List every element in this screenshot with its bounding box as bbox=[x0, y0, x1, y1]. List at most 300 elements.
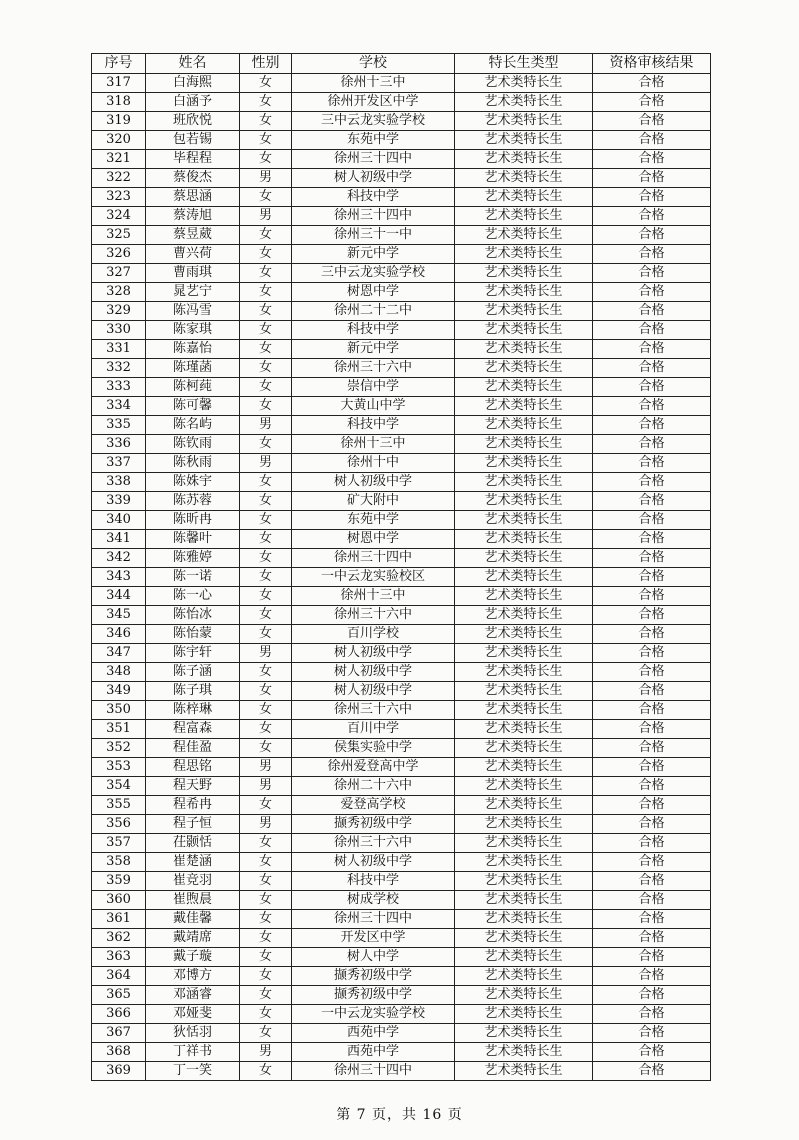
cell-school: 撷秀初级中学 bbox=[292, 967, 455, 986]
cell-review-result: 合格 bbox=[593, 1062, 711, 1081]
cell-gender: 女 bbox=[240, 397, 292, 416]
cell-gender: 男 bbox=[240, 1043, 292, 1062]
cell-gender: 女 bbox=[240, 245, 292, 264]
cell-review-result: 合格 bbox=[593, 169, 711, 188]
cell-specialty-type: 艺术类特长生 bbox=[455, 777, 593, 796]
cell-school: 树成学校 bbox=[292, 891, 455, 910]
cell-school: 侯集实验中学 bbox=[292, 739, 455, 758]
table-row bbox=[92, 530, 711, 549]
cell-gender: 女 bbox=[240, 359, 292, 378]
table-row bbox=[92, 74, 711, 93]
cell-name: 陈秋雨 bbox=[146, 454, 240, 473]
cell-review-result: 合格 bbox=[593, 321, 711, 340]
cell-name: 茌颢恬 bbox=[146, 834, 240, 853]
cell-review-result: 合格 bbox=[593, 112, 711, 131]
cell-school: 开发区中学 bbox=[292, 929, 455, 948]
cell-gender: 男 bbox=[240, 777, 292, 796]
cell-review-result: 合格 bbox=[593, 872, 711, 891]
table-row bbox=[92, 188, 711, 207]
cell-gender: 女 bbox=[240, 302, 292, 321]
cell-specialty-type: 艺术类特长生 bbox=[455, 796, 593, 815]
cell-review-result: 合格 bbox=[593, 378, 711, 397]
cell-index: 361 bbox=[92, 910, 146, 929]
cell-gender: 女 bbox=[240, 93, 292, 112]
cell-gender: 女 bbox=[240, 150, 292, 169]
cell-gender: 女 bbox=[240, 321, 292, 340]
cell-review-result: 合格 bbox=[593, 929, 711, 948]
cell-gender: 女 bbox=[240, 226, 292, 245]
cell-index: 334 bbox=[92, 397, 146, 416]
cell-specialty-type: 艺术类特长生 bbox=[455, 283, 593, 302]
cell-index: 364 bbox=[92, 967, 146, 986]
table-row bbox=[92, 359, 711, 378]
cell-review-result: 合格 bbox=[593, 701, 711, 720]
cell-specialty-type: 艺术类特长生 bbox=[455, 188, 593, 207]
cell-specialty-type: 艺术类特长生 bbox=[455, 302, 593, 321]
cell-name: 陈一诺 bbox=[146, 568, 240, 587]
cell-gender: 女 bbox=[240, 663, 292, 682]
cell-name: 陈钦雨 bbox=[146, 435, 240, 454]
cell-review-result: 合格 bbox=[593, 1005, 711, 1024]
cell-review-result: 合格 bbox=[593, 720, 711, 739]
table-row bbox=[92, 948, 711, 967]
cell-specialty-type: 艺术类特长生 bbox=[455, 1043, 593, 1062]
cell-gender: 女 bbox=[240, 796, 292, 815]
cell-name: 白涵予 bbox=[146, 93, 240, 112]
cell-gender: 女 bbox=[240, 131, 292, 150]
cell-index: 366 bbox=[92, 1005, 146, 1024]
table-row bbox=[92, 93, 711, 112]
cell-specialty-type: 艺术类特长生 bbox=[455, 340, 593, 359]
table-row bbox=[92, 435, 711, 454]
table-row bbox=[92, 112, 711, 131]
table-row bbox=[92, 796, 711, 815]
cell-school: 爱登高学校 bbox=[292, 796, 455, 815]
cell-review-result: 合格 bbox=[593, 492, 711, 511]
cell-name: 戴靖席 bbox=[146, 929, 240, 948]
cell-specialty-type: 艺术类特长生 bbox=[455, 967, 593, 986]
cell-name: 程佳盈 bbox=[146, 739, 240, 758]
cell-name: 陈馨叶 bbox=[146, 530, 240, 549]
cell-name: 陈怡蒙 bbox=[146, 625, 240, 644]
table-row bbox=[92, 226, 711, 245]
cell-review-result: 合格 bbox=[593, 986, 711, 1005]
cell-specialty-type: 艺术类特长生 bbox=[455, 815, 593, 834]
table-row bbox=[92, 492, 711, 511]
cell-index: 324 bbox=[92, 207, 146, 226]
header-name: 姓名 bbox=[146, 54, 240, 74]
cell-school: 徐州开发区中学 bbox=[292, 93, 455, 112]
cell-school: 百川中学 bbox=[292, 720, 455, 739]
cell-specialty-type: 艺术类特长生 bbox=[455, 245, 593, 264]
table-row bbox=[92, 967, 711, 986]
cell-review-result: 合格 bbox=[593, 283, 711, 302]
cell-specialty-type: 艺术类特长生 bbox=[455, 644, 593, 663]
cell-school: 徐州三十六中 bbox=[292, 834, 455, 853]
cell-index: 358 bbox=[92, 853, 146, 872]
cell-name: 程希冉 bbox=[146, 796, 240, 815]
cell-school: 树人初级中学 bbox=[292, 853, 455, 872]
cell-review-result: 合格 bbox=[593, 815, 711, 834]
cell-school: 徐州十三中 bbox=[292, 74, 455, 93]
cell-school: 新元中学 bbox=[292, 245, 455, 264]
cell-review-result: 合格 bbox=[593, 473, 711, 492]
cell-name: 曹雨琪 bbox=[146, 264, 240, 283]
cell-specialty-type: 艺术类特长生 bbox=[455, 378, 593, 397]
page-footer: 第 7 页，共 16 页 bbox=[336, 1107, 463, 1123]
cell-review-result: 合格 bbox=[593, 530, 711, 549]
cell-gender: 女 bbox=[240, 606, 292, 625]
cell-index: 325 bbox=[92, 226, 146, 245]
cell-index: 326 bbox=[92, 245, 146, 264]
cell-name: 程天野 bbox=[146, 777, 240, 796]
cell-specialty-type: 艺术类特长生 bbox=[455, 1062, 593, 1081]
table-row bbox=[92, 264, 711, 283]
cell-name: 程富森 bbox=[146, 720, 240, 739]
table-row bbox=[92, 910, 711, 929]
cell-specialty-type: 艺术类特长生 bbox=[455, 720, 593, 739]
cell-school: 三中云龙实验学校 bbox=[292, 264, 455, 283]
table-row bbox=[92, 245, 711, 264]
cell-specialty-type: 艺术类特长生 bbox=[455, 226, 593, 245]
cell-specialty-type: 艺术类特长生 bbox=[455, 625, 593, 644]
cell-index: 349 bbox=[92, 682, 146, 701]
cell-specialty-type: 艺术类特长生 bbox=[455, 663, 593, 682]
cell-name: 陈名屿 bbox=[146, 416, 240, 435]
table-row bbox=[92, 1005, 711, 1024]
cell-gender: 女 bbox=[240, 834, 292, 853]
cell-specialty-type: 艺术类特长生 bbox=[455, 321, 593, 340]
cell-gender: 男 bbox=[240, 207, 292, 226]
table-row bbox=[92, 378, 711, 397]
cell-name: 狄恬羽 bbox=[146, 1024, 240, 1043]
cell-specialty-type: 艺术类特长生 bbox=[455, 891, 593, 910]
table-row bbox=[92, 302, 711, 321]
cell-review-result: 合格 bbox=[593, 853, 711, 872]
cell-index: 368 bbox=[92, 1043, 146, 1062]
cell-review-result: 合格 bbox=[593, 454, 711, 473]
cell-review-result: 合格 bbox=[593, 74, 711, 93]
cell-gender: 男 bbox=[240, 416, 292, 435]
cell-specialty-type: 艺术类特长生 bbox=[455, 948, 593, 967]
cell-name: 蔡昱葳 bbox=[146, 226, 240, 245]
cell-specialty-type: 艺术类特长生 bbox=[455, 853, 593, 872]
cell-school: 崇信中学 bbox=[292, 378, 455, 397]
cell-gender: 女 bbox=[240, 701, 292, 720]
cell-school: 徐州三十六中 bbox=[292, 359, 455, 378]
table-row bbox=[92, 986, 711, 1005]
table-row bbox=[92, 397, 711, 416]
cell-specialty-type: 艺术类特长生 bbox=[455, 701, 593, 720]
cell-name: 班欣悦 bbox=[146, 112, 240, 131]
cell-specialty-type: 艺术类特长生 bbox=[455, 587, 593, 606]
cell-name: 崔煦晨 bbox=[146, 891, 240, 910]
cell-name: 曹兴荷 bbox=[146, 245, 240, 264]
table-row bbox=[92, 739, 711, 758]
cell-school: 撷秀初级中学 bbox=[292, 986, 455, 1005]
cell-index: 343 bbox=[92, 568, 146, 587]
cell-review-result: 合格 bbox=[593, 910, 711, 929]
cell-index: 341 bbox=[92, 530, 146, 549]
cell-school: 科技中学 bbox=[292, 321, 455, 340]
cell-specialty-type: 艺术类特长生 bbox=[455, 169, 593, 188]
cell-gender: 女 bbox=[240, 891, 292, 910]
cell-name: 程思铭 bbox=[146, 758, 240, 777]
cell-index: 346 bbox=[92, 625, 146, 644]
cell-index: 347 bbox=[92, 644, 146, 663]
cell-name: 陈嘉怡 bbox=[146, 340, 240, 359]
cell-gender: 女 bbox=[240, 587, 292, 606]
cell-review-result: 合格 bbox=[593, 1043, 711, 1062]
table-row bbox=[92, 340, 711, 359]
cell-gender: 女 bbox=[240, 74, 292, 93]
cell-school: 徐州二十六中 bbox=[292, 777, 455, 796]
table-row bbox=[92, 834, 711, 853]
table-row bbox=[92, 321, 711, 340]
cell-school: 徐州十三中 bbox=[292, 435, 455, 454]
cell-index: 329 bbox=[92, 302, 146, 321]
cell-school: 一中云龙实验校区 bbox=[292, 568, 455, 587]
cell-index: 321 bbox=[92, 150, 146, 169]
cell-school: 树人初级中学 bbox=[292, 644, 455, 663]
table-row bbox=[92, 169, 711, 188]
cell-index: 322 bbox=[92, 169, 146, 188]
cell-index: 328 bbox=[92, 283, 146, 302]
cell-index: 345 bbox=[92, 606, 146, 625]
cell-specialty-type: 艺术类特长生 bbox=[455, 1024, 593, 1043]
cell-school: 徐州三十四中 bbox=[292, 910, 455, 929]
cell-review-result: 合格 bbox=[593, 1024, 711, 1043]
cell-specialty-type: 艺术类特长生 bbox=[455, 74, 593, 93]
table-row bbox=[92, 131, 711, 150]
cell-index: 356 bbox=[92, 815, 146, 834]
cell-index: 350 bbox=[92, 701, 146, 720]
table-row bbox=[92, 283, 711, 302]
cell-name: 陈宇轩 bbox=[146, 644, 240, 663]
cell-review-result: 合格 bbox=[593, 834, 711, 853]
cell-index: 369 bbox=[92, 1062, 146, 1081]
cell-name: 崔楚涵 bbox=[146, 853, 240, 872]
table-row bbox=[92, 682, 711, 701]
cell-gender: 女 bbox=[240, 549, 292, 568]
cell-index: 342 bbox=[92, 549, 146, 568]
cell-index: 339 bbox=[92, 492, 146, 511]
cell-specialty-type: 艺术类特长生 bbox=[455, 359, 593, 378]
cell-school: 树人中学 bbox=[292, 948, 455, 967]
cell-specialty-type: 艺术类特长生 bbox=[455, 834, 593, 853]
cell-gender: 女 bbox=[240, 739, 292, 758]
cell-school: 树恩中学 bbox=[292, 283, 455, 302]
cell-gender: 女 bbox=[240, 853, 292, 872]
table-row bbox=[92, 929, 711, 948]
cell-school: 徐州十中 bbox=[292, 454, 455, 473]
cell-specialty-type: 艺术类特长生 bbox=[455, 568, 593, 587]
table-row bbox=[92, 815, 711, 834]
cell-name: 陈冯雪 bbox=[146, 302, 240, 321]
cell-review-result: 合格 bbox=[593, 663, 711, 682]
cell-gender: 女 bbox=[240, 112, 292, 131]
cell-index: 352 bbox=[92, 739, 146, 758]
cell-index: 337 bbox=[92, 454, 146, 473]
cell-name: 陈可馨 bbox=[146, 397, 240, 416]
table-header-row bbox=[92, 54, 711, 74]
cell-review-result: 合格 bbox=[593, 93, 711, 112]
cell-name: 陈柯莼 bbox=[146, 378, 240, 397]
cell-specialty-type: 艺术类特长生 bbox=[455, 986, 593, 1005]
cell-gender: 女 bbox=[240, 986, 292, 1005]
table-row bbox=[92, 663, 711, 682]
header-school: 学校 bbox=[292, 54, 455, 74]
cell-school: 科技中学 bbox=[292, 416, 455, 435]
header-specialty-type: 特长生类型 bbox=[455, 54, 593, 74]
cell-index: 344 bbox=[92, 587, 146, 606]
cell-review-result: 合格 bbox=[593, 435, 711, 454]
cell-index: 330 bbox=[92, 321, 146, 340]
table-row bbox=[92, 150, 711, 169]
cell-specialty-type: 艺术类特长生 bbox=[455, 1005, 593, 1024]
cell-school: 树恩中学 bbox=[292, 530, 455, 549]
cell-gender: 女 bbox=[240, 682, 292, 701]
cell-gender: 女 bbox=[240, 264, 292, 283]
table-row bbox=[92, 625, 711, 644]
cell-school: 三中云龙实验学校 bbox=[292, 112, 455, 131]
cell-gender: 女 bbox=[240, 967, 292, 986]
cell-gender: 女 bbox=[240, 511, 292, 530]
cell-index: 348 bbox=[92, 663, 146, 682]
cell-specialty-type: 艺术类特长生 bbox=[455, 549, 593, 568]
cell-school: 徐州三十一中 bbox=[292, 226, 455, 245]
cell-school: 科技中学 bbox=[292, 872, 455, 891]
header-gender: 性别 bbox=[240, 54, 292, 74]
cell-school: 撷秀初级中学 bbox=[292, 815, 455, 834]
cell-school: 东苑中学 bbox=[292, 511, 455, 530]
header-index: 序号 bbox=[92, 54, 146, 74]
cell-gender: 男 bbox=[240, 169, 292, 188]
cell-index: 360 bbox=[92, 891, 146, 910]
cell-review-result: 合格 bbox=[593, 264, 711, 283]
cell-name: 崔竞羽 bbox=[146, 872, 240, 891]
cell-name: 蔡俊杰 bbox=[146, 169, 240, 188]
table-row bbox=[92, 1062, 711, 1081]
cell-name: 陈雅婷 bbox=[146, 549, 240, 568]
cell-name: 邓娅斐 bbox=[146, 1005, 240, 1024]
cell-index: 351 bbox=[92, 720, 146, 739]
cell-review-result: 合格 bbox=[593, 245, 711, 264]
table-row bbox=[92, 416, 711, 435]
table-row bbox=[92, 644, 711, 663]
cell-review-result: 合格 bbox=[593, 397, 711, 416]
table-row bbox=[92, 872, 711, 891]
cell-name: 包若锡 bbox=[146, 131, 240, 150]
table-row bbox=[92, 1043, 711, 1062]
cell-name: 陈昕冉 bbox=[146, 511, 240, 530]
cell-specialty-type: 艺术类特长生 bbox=[455, 758, 593, 777]
cell-index: 355 bbox=[92, 796, 146, 815]
cell-specialty-type: 艺术类特长生 bbox=[455, 93, 593, 112]
cell-specialty-type: 艺术类特长生 bbox=[455, 473, 593, 492]
cell-review-result: 合格 bbox=[593, 188, 711, 207]
cell-school: 树人初级中学 bbox=[292, 682, 455, 701]
cell-school: 树人初级中学 bbox=[292, 663, 455, 682]
cell-review-result: 合格 bbox=[593, 891, 711, 910]
cell-review-result: 合格 bbox=[593, 150, 711, 169]
cell-specialty-type: 艺术类特长生 bbox=[455, 682, 593, 701]
cell-name: 蔡思涵 bbox=[146, 188, 240, 207]
cell-school: 徐州十三中 bbox=[292, 587, 455, 606]
cell-specialty-type: 艺术类特长生 bbox=[455, 872, 593, 891]
table-row bbox=[92, 473, 711, 492]
cell-name: 邓涵睿 bbox=[146, 986, 240, 1005]
cell-name: 毕程程 bbox=[146, 150, 240, 169]
table-row bbox=[92, 758, 711, 777]
table-row bbox=[92, 777, 711, 796]
cell-index: 357 bbox=[92, 834, 146, 853]
cell-name: 陈瑾菡 bbox=[146, 359, 240, 378]
cell-gender: 女 bbox=[240, 188, 292, 207]
cell-gender: 男 bbox=[240, 644, 292, 663]
table-row bbox=[92, 511, 711, 530]
cell-index: 338 bbox=[92, 473, 146, 492]
cell-name: 戴佳馨 bbox=[146, 910, 240, 929]
cell-review-result: 合格 bbox=[593, 340, 711, 359]
cell-specialty-type: 艺术类特长生 bbox=[455, 739, 593, 758]
cell-name: 陈梓琳 bbox=[146, 701, 240, 720]
cell-school: 西苑中学 bbox=[292, 1043, 455, 1062]
cell-school: 树人初级中学 bbox=[292, 169, 455, 188]
table-row bbox=[92, 701, 711, 720]
table-row bbox=[92, 587, 711, 606]
cell-school: 徐州三十四中 bbox=[292, 549, 455, 568]
cell-school: 徐州三十六中 bbox=[292, 701, 455, 720]
cell-gender: 女 bbox=[240, 340, 292, 359]
cell-name: 程子恒 bbox=[146, 815, 240, 834]
cell-school: 徐州爱登高中学 bbox=[292, 758, 455, 777]
cell-gender: 女 bbox=[240, 378, 292, 397]
cell-specialty-type: 艺术类特长生 bbox=[455, 606, 593, 625]
cell-specialty-type: 艺术类特长生 bbox=[455, 929, 593, 948]
cell-name: 丁一笑 bbox=[146, 1062, 240, 1081]
cell-gender: 女 bbox=[240, 1005, 292, 1024]
cell-review-result: 合格 bbox=[593, 359, 711, 378]
cell-index: 354 bbox=[92, 777, 146, 796]
cell-name: 陈子琪 bbox=[146, 682, 240, 701]
cell-index: 319 bbox=[92, 112, 146, 131]
cell-index: 323 bbox=[92, 188, 146, 207]
cell-gender: 女 bbox=[240, 625, 292, 644]
cell-name: 丁祥书 bbox=[146, 1043, 240, 1062]
cell-school: 新元中学 bbox=[292, 340, 455, 359]
cell-index: 335 bbox=[92, 416, 146, 435]
cell-specialty-type: 艺术类特长生 bbox=[455, 910, 593, 929]
cell-review-result: 合格 bbox=[593, 226, 711, 245]
table-row bbox=[92, 568, 711, 587]
cell-gender: 女 bbox=[240, 473, 292, 492]
cell-specialty-type: 艺术类特长生 bbox=[455, 530, 593, 549]
table-row bbox=[92, 720, 711, 739]
cell-index: 317 bbox=[92, 74, 146, 93]
cell-review-result: 合格 bbox=[593, 549, 711, 568]
cell-review-result: 合格 bbox=[593, 682, 711, 701]
cell-gender: 女 bbox=[240, 1024, 292, 1043]
cell-gender: 女 bbox=[240, 929, 292, 948]
cell-index: 340 bbox=[92, 511, 146, 530]
table-row bbox=[92, 606, 711, 625]
cell-school: 一中云龙实验学校 bbox=[292, 1005, 455, 1024]
table-row bbox=[92, 853, 711, 872]
cell-index: 331 bbox=[92, 340, 146, 359]
table-row bbox=[92, 207, 711, 226]
cell-gender: 女 bbox=[240, 872, 292, 891]
